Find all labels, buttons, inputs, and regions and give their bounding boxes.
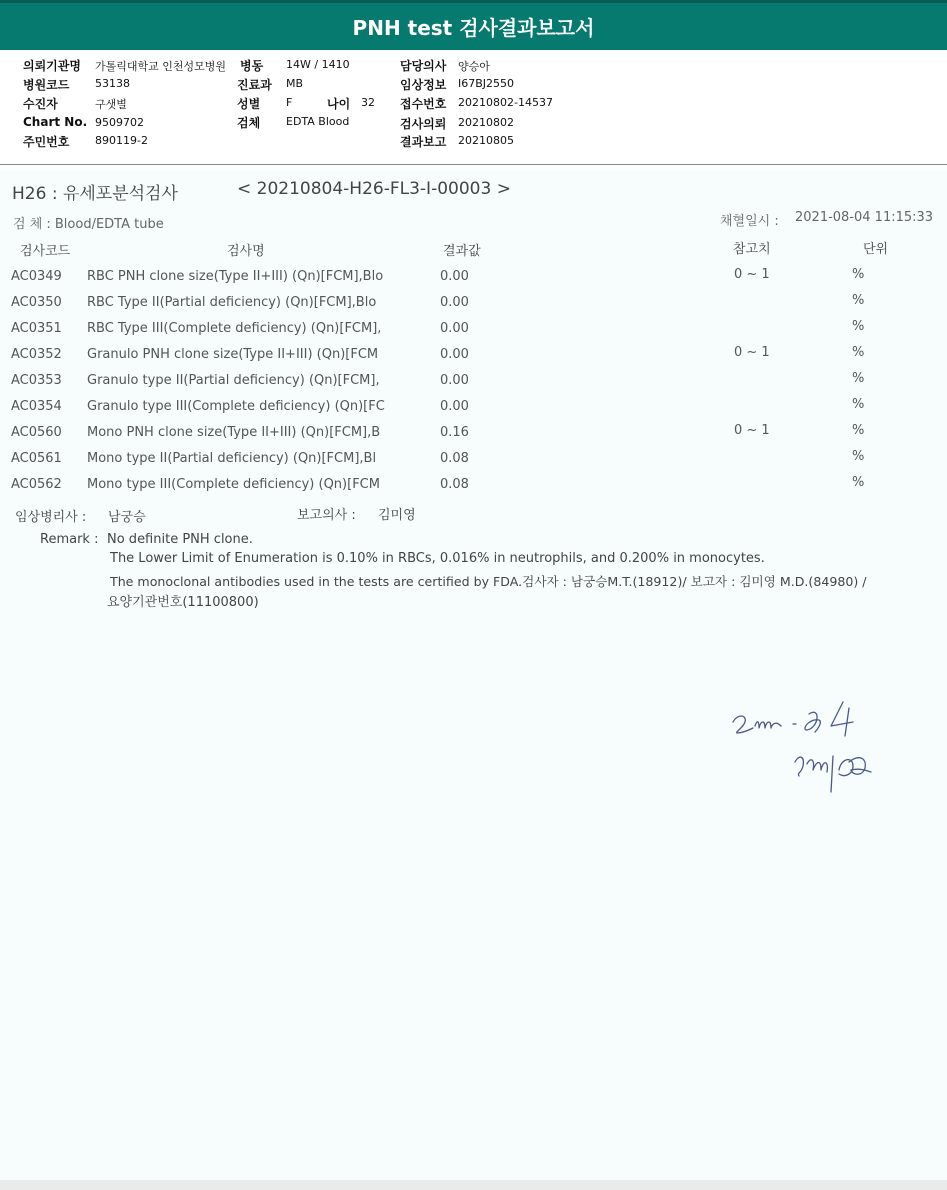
row-reference: 0 ~ 1 xyxy=(734,267,770,282)
collect-label: 채혈일시 : xyxy=(720,214,779,229)
row-result: 0.00 xyxy=(440,295,469,310)
ward-value: 14W / 1410 xyxy=(286,58,350,71)
row-test-name: RBC Type II(Partial deficiency) (Qn)[FCM],Blo xyxy=(87,295,377,310)
row-code: AC0354 xyxy=(11,399,62,414)
col-ref-header: 참고치 xyxy=(733,242,771,257)
row-result: 0.00 xyxy=(440,399,469,414)
row-code: AC0352 xyxy=(11,347,62,362)
pathologist-name: 남궁승 xyxy=(108,510,146,525)
row-test-name: RBC Type III(Complete deficiency) (Qn)[FCM], xyxy=(87,321,382,336)
dept-label: 진료과 xyxy=(237,78,272,92)
id-label: 주민번호 xyxy=(23,135,70,149)
row-code: AC0351 xyxy=(11,321,62,336)
chart-label: Chart No. xyxy=(23,115,88,129)
row-result: 0.16 xyxy=(440,425,469,440)
hosp-code-value: 53138 xyxy=(95,77,130,90)
row-test-name: Granulo PNH clone size(Type II+III) (Qn)[FCM xyxy=(87,347,379,362)
col-name-header: 검사명 xyxy=(227,244,265,259)
patient-label: 수진자 xyxy=(23,97,58,111)
reporter-label: 보고의사 : xyxy=(297,508,356,523)
row-code: AC0562 xyxy=(11,477,62,492)
header-divider xyxy=(0,164,947,165)
ward-label: 병동 xyxy=(240,59,264,73)
doctor-value: 양승아 xyxy=(458,60,490,73)
row-test-name: Granulo type II(Partial deficiency) (Qn)[FCM], xyxy=(87,373,380,388)
chart-value: 9509702 xyxy=(95,116,144,129)
request-label: 검사의뢰 xyxy=(400,117,447,131)
row-reference: 0 ~ 1 xyxy=(734,423,770,438)
remark-line-2: The Lower Limit of Enumeration is 0.10% in RBCs, 0.016% in neutrophils, and 0.200% in monocytes. xyxy=(110,551,765,566)
row-code: AC0561 xyxy=(11,451,62,466)
specimen-label: 검체 xyxy=(237,116,261,130)
sex-value: F xyxy=(286,96,293,109)
row-result: 0.08 xyxy=(440,477,469,492)
row-test-name: Granulo type III(Complete deficiency) (Qn)[FC xyxy=(87,399,385,414)
collect-time: 2021-08-04 11:15:33 xyxy=(795,210,934,225)
remark-line-3: The monoclonal antibodies used in the tests are certified by FDA.검사자 : 남궁승M.T.(18912)/ 보고자 : 김미영 M.D.(84980) / xyxy=(110,574,867,589)
age-value: 32 xyxy=(361,96,375,109)
pathologist-label: 임상병리사 : xyxy=(15,510,87,525)
handwritten-signature xyxy=(725,700,915,810)
specimen-value: EDTA Blood xyxy=(286,115,350,128)
row-result: 0.08 xyxy=(440,451,469,466)
row-result: 0.00 xyxy=(440,269,469,284)
footer-bar xyxy=(0,1180,947,1190)
row-code: AC0350 xyxy=(11,295,62,310)
accession-number: < 20210804-H26-FL3-I-00003 > xyxy=(237,179,511,199)
row-test-name: Mono type II(Partial deficiency) (Qn)[FCM],Bl xyxy=(87,451,377,466)
row-unit: % xyxy=(852,423,865,438)
receipt-value: 20210802-14537 xyxy=(458,96,553,109)
row-unit: % xyxy=(852,475,865,490)
row-result: 0.00 xyxy=(440,373,469,388)
clinical-value: I67BJ2550 xyxy=(458,77,515,90)
row-reference: 0 ~ 1 xyxy=(734,345,770,360)
row-code: AC0560 xyxy=(11,425,62,440)
row-unit: % xyxy=(852,397,865,412)
report-date-value: 20210805 xyxy=(458,134,514,147)
row-result: 0.00 xyxy=(440,321,469,336)
row-unit: % xyxy=(852,293,865,308)
row-code: AC0349 xyxy=(11,269,62,284)
row-unit: % xyxy=(852,319,865,334)
req-inst-value: 가톨릭대학교 인천성모병원 xyxy=(95,60,227,73)
remark-line-4: 요양기관번호(11100800) xyxy=(107,595,259,610)
report-date-label: 결과보고 xyxy=(400,135,447,149)
remark-line-1: No definite PNH clone. xyxy=(107,532,253,547)
patient-info-panel xyxy=(0,50,947,165)
age-label: 나이 xyxy=(327,97,351,111)
report-body xyxy=(0,170,947,1180)
doctor-label: 담당의사 xyxy=(400,59,447,73)
report-title: PNH test 검사결과보고서 xyxy=(0,0,947,50)
row-unit: % xyxy=(852,345,865,360)
clinical-label: 임상정보 xyxy=(400,78,447,92)
reporter-name: 김미영 xyxy=(378,508,416,523)
remark-label: Remark : xyxy=(40,532,99,547)
row-test-name: Mono type III(Complete deficiency) (Qn)[FCM xyxy=(87,477,380,492)
patient-value: 구샛별 xyxy=(95,98,127,111)
sex-label: 성별 xyxy=(237,97,261,111)
row-unit: % xyxy=(852,449,865,464)
row-test-name: RBC PNH clone size(Type II+III) (Qn)[FCM],Blo xyxy=(87,269,384,284)
hosp-code-label: 병원코드 xyxy=(23,78,70,92)
col-code-header: 검사코드 xyxy=(20,244,71,259)
dept-value: MB xyxy=(286,77,304,90)
section-title: H26 : 유세포분석검사 xyxy=(12,184,178,204)
receipt-label: 접수번호 xyxy=(400,97,447,111)
col-unit-header: 단위 xyxy=(863,242,889,257)
row-test-name: Mono PNH clone size(Type II+III) (Qn)[FCM],B xyxy=(87,425,381,440)
req-inst-label: 의뢰기관명 xyxy=(23,59,81,73)
row-unit: % xyxy=(852,267,865,282)
row-code: AC0353 xyxy=(11,373,62,388)
specimen-line: 검 체 : Blood/EDTA tube xyxy=(13,217,164,232)
id-value: 890119-2 xyxy=(95,134,148,147)
row-unit: % xyxy=(852,371,865,386)
request-value: 20210802 xyxy=(458,116,514,129)
col-result-header: 결과값 xyxy=(443,244,481,259)
row-result: 0.00 xyxy=(440,347,469,362)
